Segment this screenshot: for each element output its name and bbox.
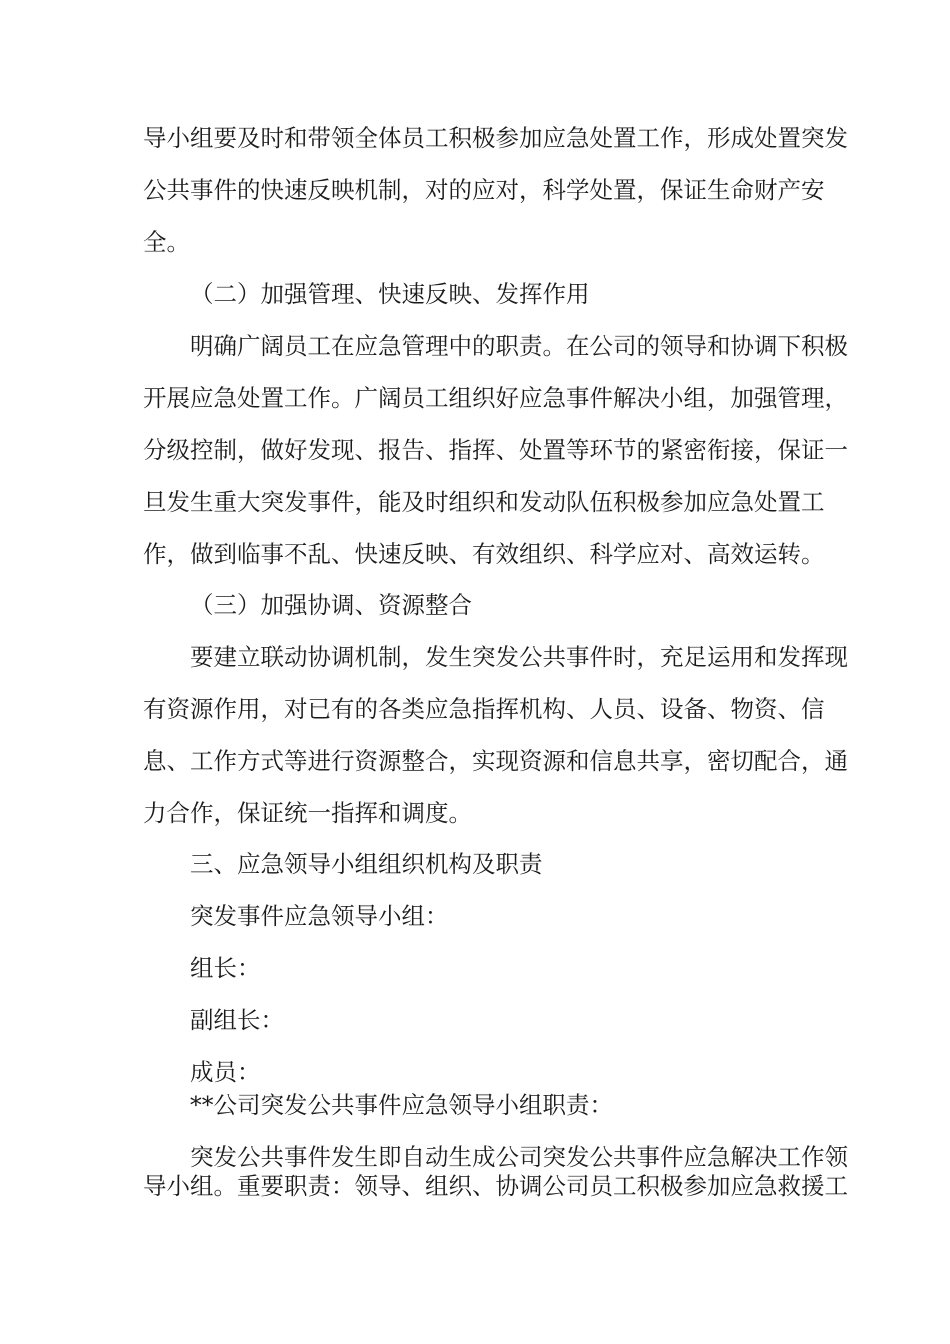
body-text-line: 息、工作方式等进行资源整合，实现资源和信息共享，密切配合，通 — [143, 747, 848, 775]
body-text-line: 明确广阔员工在应急管理中的职责。在公司的领导和协调下积极 — [190, 332, 848, 360]
body-text-line: 有资源作用，对已有的各类应急指挥机构、人员、设备、物资、信 — [143, 695, 825, 723]
body-text-line: 公共事件的快速反映机制，对的应对，科学处置，保证生命财产安 — [143, 176, 825, 204]
body-text-line: 突发事件应急领导小组： — [190, 902, 449, 930]
deputy-leader-label: 副组长： — [190, 1006, 284, 1034]
section-heading: 三、应急领导小组组织机构及职责 — [190, 850, 543, 878]
body-text-line: **公司突发公共事件应急领导小组职责： — [190, 1091, 613, 1119]
team-leader-label: 组长： — [190, 954, 261, 982]
body-text-line: 开展应急处置工作。广阔员工组织好应急事件解决小组，加强管理， — [143, 384, 848, 412]
body-text-line: 导小组要及时和带领全体员工积极参加应急处置工作，形成处置突发 — [143, 124, 848, 152]
section-heading: （二）加强管理、快速反映、发挥作用 — [190, 280, 590, 308]
body-text-line: 旦发生重大突发事件，能及时组织和发动队伍积极参加应急处置工 — [143, 488, 825, 516]
body-text-line: 突发公共事件发生即自动生成公司突发公共事件应急解决工作领 — [190, 1143, 848, 1171]
body-text-line: 作，做到临事不乱、快速反映、有效组织、科学应对、高效运转。 — [143, 540, 825, 568]
body-text-line: 导小组。重要职责：领导、组织、协调公司员工积极参加应急救援工 — [143, 1172, 848, 1200]
section-heading: （三）加强协调、资源整合 — [190, 591, 472, 619]
body-text-line: 力合作，保证统一指挥和调度。 — [143, 799, 472, 827]
members-label: 成员： — [190, 1058, 261, 1086]
body-text-line: 全。 — [143, 228, 190, 256]
body-text-line: 要建立联动协调机制，发生突发公共事件时，充足运用和发挥现 — [190, 643, 848, 671]
body-text-line: 分级控制，做好发现、报告、指挥、处置等环节的紧密衔接，保证一 — [143, 436, 848, 464]
